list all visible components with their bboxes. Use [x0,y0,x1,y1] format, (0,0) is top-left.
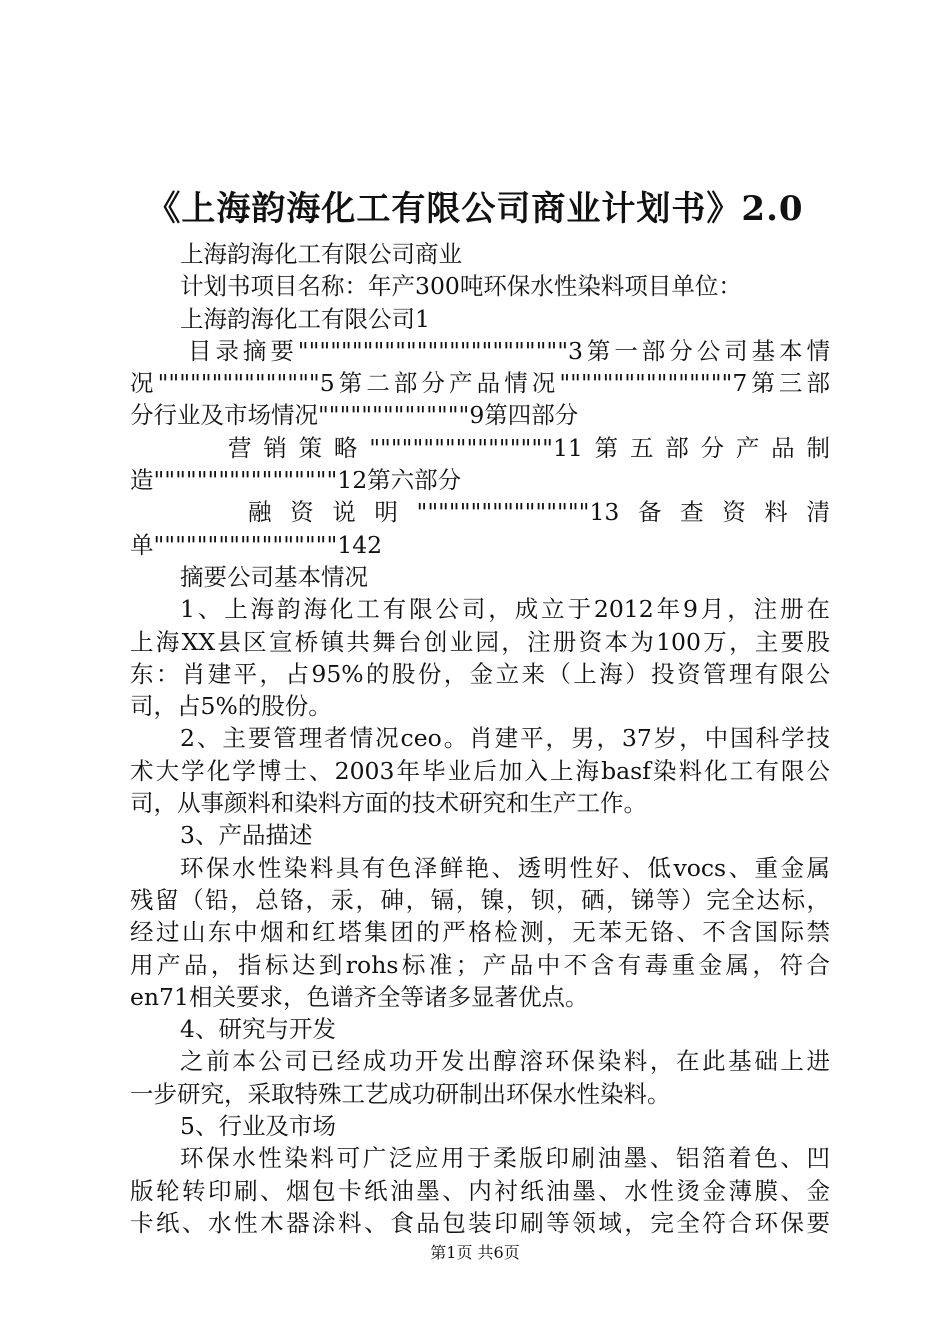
document-title: 《上海韵海化工有限公司商业计划书》2.0 [146,189,804,229]
text-line: 卡纸、水性木器涂料、食品包装印刷等领域，完全符合环保要 [130,1208,830,1237]
section-heading: 3、产品描述 [180,821,313,850]
text-line: 计划书项目名称：年产300吨环保水性染料项目单位： [180,272,742,301]
toc-line: 目录摘要"""""""""""""""""""""""""3第一部分公司基本情 [188,336,830,365]
section-heading: 4、研究与开发 [180,1015,336,1044]
text-line: 东：肖建平，占95%的股份，金立来（上海）投资管理有限公 [130,659,830,688]
section-heading: 摘要公司基本情况 [180,562,368,591]
page-footer: 第1页 共6页 [430,1243,520,1262]
text-line: 上海韵海化工有限公司1 [180,304,430,333]
text-line: 司，从事颜料和染料方面的技术研究和生产工作。 [130,789,647,818]
toc-line: 分行业及市场情况""""""""""""""9第四部分 [130,401,579,430]
text-line: 上海XX县区宣桥镇共舞台创业园，注册资本为100万，主要股 [130,627,830,656]
text-line: 术大学化学博士、2003年毕业后加入上海basf染料化工有限公 [130,756,830,785]
text-line: en71相关要求，色谱齐全等诸多显著优点。 [130,982,589,1011]
toc-line: 况"""""""""""""""5第二部分产品情况""""""""""""""""7第三部 [130,369,830,398]
toc-line: 融资说明""""""""""""""""13备查资料清 [248,498,830,527]
text-line: 2、主要管理者情况ceo。肖建平，男，37岁，中国科学技 [180,724,830,753]
text-line: 环保水性染料可广泛应用于柔版印刷油墨、铝箔着色、凹 [180,1144,830,1173]
text-line: 用产品，指标达到rohs标准；产品中不含有毒重金属，符合 [130,950,830,979]
text-line: 经过山东中烟和红塔集团的严格检测，无苯无铬、不含国际禁 [130,918,830,947]
text-line: 残留（铅，总铬，汞，砷，镉，镍，钡，硒，锑等）完全达标， [130,885,830,914]
text-line: 版轮转印刷、烟包卡纸油墨、内衬纸油墨、水性烫金薄膜、金 [130,1176,830,1205]
text-line: 上海韵海化工有限公司商业 [180,240,462,268]
text-line: 司，占5%的股份。 [130,692,332,721]
toc-line: 造"""""""""""""""""12第六部分 [130,466,462,495]
text-line: 环保水性染料具有色泽鲜艳、透明性好、低vocs、重金属 [180,853,830,882]
text-line: 1、上海韵海化工有限公司，成立于2012年9月，注册在 [180,595,830,624]
text-line: 之前本公司已经成功开发出醇溶环保染料，在此基础上进 [180,1047,830,1076]
document-body [130,238,830,1239]
toc-line: 单"""""""""""""""""142 [130,530,383,559]
text-line: 一步研究，采取特殊工艺成功研制出环保水性染料。 [130,1079,671,1108]
section-heading: 5、行业及市场 [180,1112,336,1141]
toc-line: 营销策略"""""""""""""""""11第五部分产品制 [228,433,830,462]
